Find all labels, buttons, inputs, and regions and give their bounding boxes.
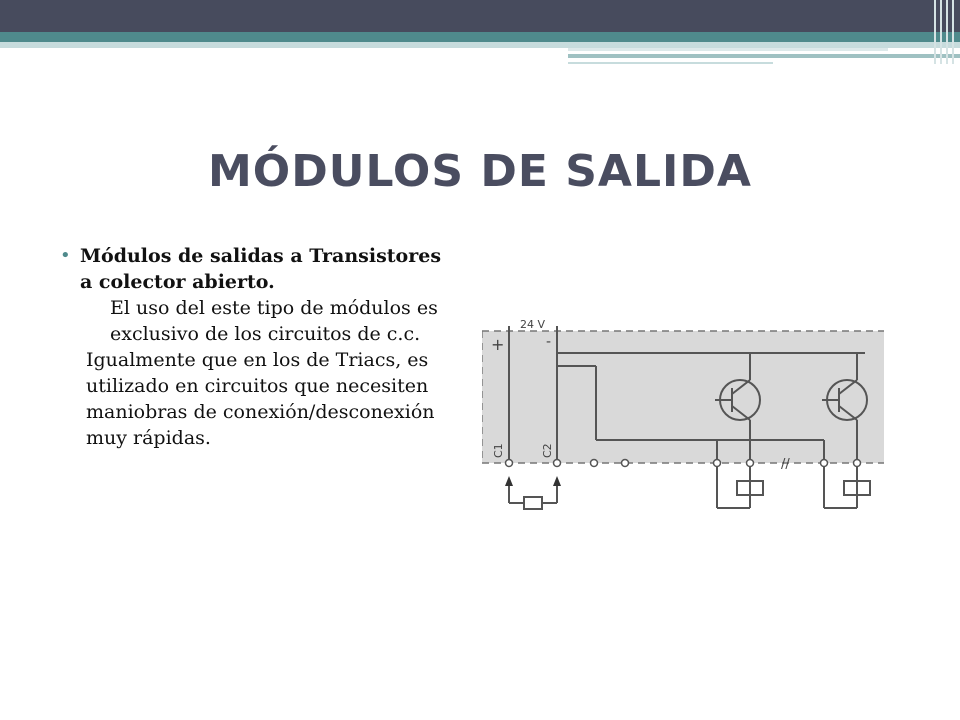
teal-band xyxy=(0,32,960,42)
plus-label: + xyxy=(491,335,505,354)
bullet-dot: • xyxy=(60,245,71,266)
slide-title: MÓDULOS DE SALIDA xyxy=(208,146,752,197)
corner-stripes xyxy=(930,0,960,64)
bullet-paragraph-1: El uso del este tipo de módulos es exclusivo de los circuitos de c.c. xyxy=(110,297,438,345)
break-mark: // xyxy=(781,457,790,472)
bullet-block xyxy=(60,243,452,451)
bullet-heading: Módulos de salidas a Transistores a colector abierto. xyxy=(80,245,442,293)
transistor-output-diagram xyxy=(482,318,884,520)
accent-line xyxy=(568,48,888,51)
top-bar xyxy=(0,0,960,32)
accent-line xyxy=(568,62,773,64)
c1-label: C1 xyxy=(492,443,505,458)
supply-label: 24 V xyxy=(520,318,546,331)
c2-label: C2 xyxy=(541,443,554,458)
minus-label: - xyxy=(546,334,552,350)
bullet-paragraph-2: Igualmente que en los de Triacs, es utilizado en circuitos que necesiten maniobras de conexión/desconexión muy rápidas. xyxy=(86,349,435,449)
accent-line xyxy=(568,54,960,58)
